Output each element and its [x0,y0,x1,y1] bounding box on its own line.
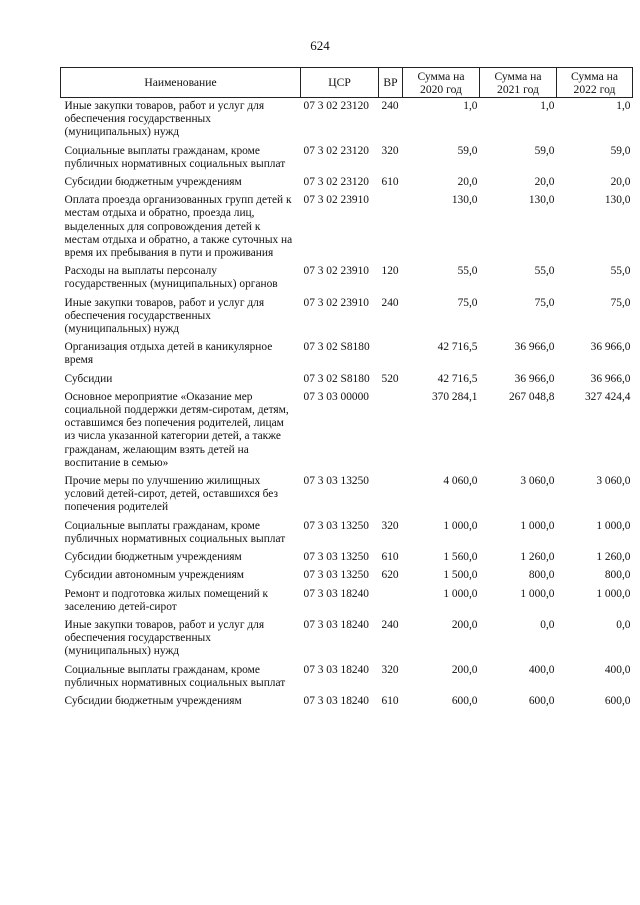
row-sum-2022: 327 424,4 [584,390,631,403]
row-name: Субсидии автономным учреждениям [64,569,244,582]
row-sum-2020: 20,0 [457,176,478,189]
row-sum-2020: 130,0 [451,194,478,207]
row-sum-2022: 1 260,0 [596,551,631,564]
row-sum-2022: 1 000,0 [596,519,631,532]
row-name: Оплата проезда организованных групп детей к местам отдыха и обратно, проезда лиц, выделенных для сопровождения детей к местам отдыха и обратно, а также суточных на время их пребывания в пути и проживания [64,194,293,260]
row-vr: 320 [381,519,399,532]
row-csr: 07 3 02 S8180 [303,341,370,354]
row-sum-2022: 3 060,0 [596,475,631,488]
table-row [61,567,633,585]
row-vr: 610 [381,551,399,564]
row-sum-2021: 55,0 [534,265,555,278]
row-csr: 07 3 03 13250 [303,551,369,564]
header-csr: ЦСР [301,68,379,98]
table-row [61,192,633,263]
table-row [61,143,633,174]
row-sum-2020: 75,0 [457,296,478,309]
row-name: Расходы на выплаты персоналу государственных (муниципальных) органов [64,265,278,291]
row-sum-2022: 1,0 [616,100,631,112]
row-name: Прочие меры по улучшению жилищных условий детей-сирот, детей, оставшихся без попечения родителей [64,475,279,514]
row-name: Субсидии бюджетным учреждениям [64,551,242,564]
budget-table [60,67,633,711]
row-sum-2022: 1 000,0 [596,587,631,600]
row-sum-2020: 42 716,5 [437,341,478,354]
row-name: Иные закупки товаров, работ и услуг для обеспечения государственных (муниципальных) нужд [64,618,265,658]
row-csr: 07 3 02 23120 [303,100,369,112]
row-sum-2021: 36 966,0 [514,372,555,385]
row-sum-2021: 0,0 [540,618,555,631]
row-vr [379,473,403,518]
row-name: Социальные выплаты гражданам, кроме публичных нормативных социальных выплат [64,663,286,689]
row-sum-2021: 600,0 [528,694,555,707]
header-sum-2020: Сумма на 2020 год [403,68,480,98]
row-vr [379,192,403,263]
row-sum-2022: 130,0 [604,194,631,207]
row-sum-2020: 1 000,0 [443,587,478,600]
row-csr: 07 3 02 23910 [303,296,369,309]
row-sum-2022: 800,0 [604,569,631,582]
row-vr: 610 [381,176,399,189]
row-sum-2020: 4 060,0 [443,475,478,488]
row-sum-2021: 267 048,8 [508,390,555,403]
row-sum-2022: 75,0 [610,296,631,309]
row-sum-2021: 1,0 [540,100,555,112]
row-sum-2020: 42 716,5 [437,372,478,385]
row-sum-2020: 1 000,0 [443,519,478,532]
row-sum-2020: 1 500,0 [443,569,478,582]
row-csr: 07 3 03 18240 [303,694,369,707]
table-row [61,549,633,567]
row-sum-2021: 3 060,0 [520,475,555,488]
row-sum-2021: 130,0 [528,194,555,207]
row-csr: 07 3 02 S8180 [303,372,370,385]
row-sum-2021: 20,0 [534,176,555,189]
row-csr: 07 3 02 23910 [303,194,369,207]
row-sum-2021: 800,0 [528,569,555,582]
row-csr: 07 3 03 13250 [303,519,369,532]
row-sum-2022: 59,0 [610,144,631,157]
row-csr: 07 3 02 23910 [303,265,369,278]
table-row [61,586,633,617]
row-vr [379,339,403,370]
row-csr: 07 3 03 18240 [303,663,369,676]
row-sum-2020: 370 284,1 [431,390,478,403]
page-number: 624 [310,38,330,53]
table-row [61,371,633,389]
row-vr: 240 [381,296,399,309]
row-vr: 240 [381,100,399,112]
row-name: Ремонт и подготовка жилых помещений к заселению детей-сирот [64,587,269,613]
table-row [61,98,633,143]
row-sum-2021: 1 000,0 [520,587,555,600]
row-sum-2021: 1 000,0 [520,519,555,532]
table-row [61,174,633,192]
row-vr [379,586,403,617]
header-name: Наименование [61,68,301,98]
table-row [61,693,633,711]
row-vr: 120 [381,265,399,278]
row-name: Организация отдыха детей в каникулярное время [64,341,273,367]
row-sum-2021: 75,0 [534,296,555,309]
row-sum-2020: 1 560,0 [443,551,478,564]
row-name: Основное мероприятие «Оказание мер социальной поддержки детям-сиротам, детям, оставшимся без попечения родителей, лицам из числа указанной категории детей, а также гражданам, желающим взять детей на воспитание в семью» [64,390,289,469]
table-header [61,68,633,98]
row-sum-2020: 600,0 [451,694,478,707]
row-csr: 07 3 03 18240 [303,618,369,631]
row-name: Социальные выплаты гражданам, кроме публичных нормативных социальных выплат [64,144,286,170]
row-sum-2020: 59,0 [457,144,478,157]
row-vr: 240 [381,618,399,631]
header-sum-2021: Сумма на 2021 год [480,68,557,98]
row-vr: 620 [381,569,399,582]
row-csr: 07 3 02 23120 [303,144,369,157]
table-row [61,662,633,693]
row-vr [379,389,403,473]
table-row [61,473,633,518]
row-sum-2021: 59,0 [534,144,555,157]
row-sum-2022: 400,0 [604,663,631,676]
header-sum-2022: Сумма на 2022 год [557,68,633,98]
table-row [61,617,633,662]
row-csr: 07 3 02 23120 [303,176,369,189]
table-row [61,295,633,340]
row-sum-2020: 1,0 [463,100,478,112]
row-sum-2021: 1 260,0 [520,551,555,564]
row-sum-2020: 200,0 [451,618,478,631]
table-row [61,389,633,473]
row-vr: 520 [381,372,399,385]
table-row [61,263,633,294]
row-sum-2022: 20,0 [610,176,631,189]
row-sum-2022: 36 966,0 [590,341,631,354]
row-name: Социальные выплаты гражданам, кроме публичных нормативных социальных выплат [64,519,286,545]
row-name: Субсидии бюджетным учреждениям [64,176,242,189]
table-row [61,339,633,370]
table-row [61,518,633,549]
table-body [61,98,633,712]
row-csr: 07 3 03 13250 [303,569,369,582]
row-sum-2022: 0,0 [616,618,631,631]
row-vr: 320 [381,663,399,676]
row-sum-2020: 200,0 [451,663,478,676]
row-csr: 07 3 03 18240 [303,587,369,600]
row-vr: 610 [381,694,399,707]
row-sum-2022: 55,0 [610,265,631,278]
row-sum-2022: 36 966,0 [590,372,631,385]
row-csr: 07 3 03 13250 [303,475,369,488]
row-name: Субсидии [64,372,113,385]
row-csr: 07 3 03 00000 [303,390,369,403]
header-vr: ВР [379,68,403,98]
row-sum-2021: 36 966,0 [514,341,555,354]
row-name: Иные закупки товаров, работ и услуг для обеспечения государственных (муниципальных) нужд [64,296,265,336]
row-sum-2021: 400,0 [528,663,555,676]
row-sum-2020: 55,0 [457,265,478,278]
row-vr: 320 [381,144,399,157]
row-sum-2022: 600,0 [604,694,631,707]
row-name: Субсидии бюджетным учреждениям [64,694,242,707]
row-name: Иные закупки товаров, работ и услуг для обеспечения государственных (муниципальных) нужд [64,100,265,139]
